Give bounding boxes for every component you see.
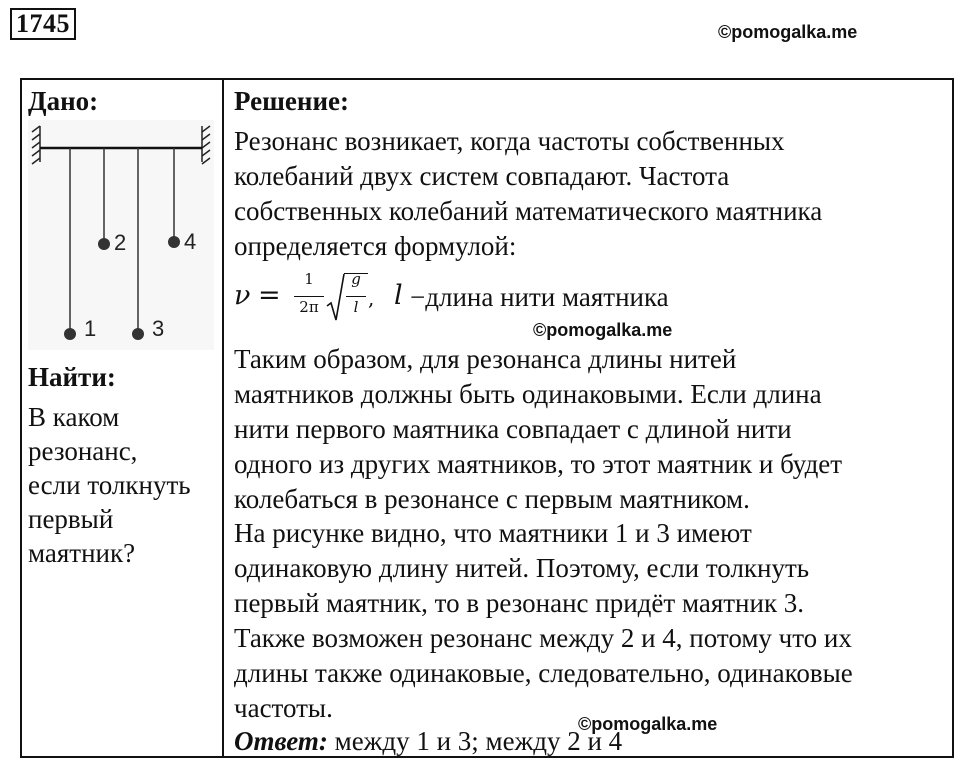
formula-numerator: 1: [304, 270, 314, 288]
pendulum-2-bob: [98, 238, 110, 250]
watermark-top: ©pomogalka.me: [718, 22, 858, 42]
pendulum-4-bob: [168, 236, 180, 248]
text-line: На рисунке видно, что маятники 1 и 3 имеют: [234, 518, 752, 548]
text-line: частоты.: [234, 693, 333, 723]
solution-paragraph-3: [234, 516, 950, 726]
answer: [234, 726, 622, 757]
pendulum-3-bob: [132, 328, 144, 340]
solution-paragraph-2: [234, 342, 950, 517]
find-line: если толкнуть: [28, 470, 191, 500]
formula-comma: ,: [368, 286, 375, 310]
text-line: нити первого маятника совпадает с длиной нити: [234, 414, 792, 444]
pendulums-figure: [28, 120, 214, 350]
text-line: одного из других маятников, то этот маятник и будет: [234, 449, 843, 479]
text-line: Также возможен резонанс между 2 и 4, потому что их: [234, 623, 852, 653]
find-line: резонанс,: [28, 436, 138, 466]
pendulum-2-label: 2: [114, 230, 127, 255]
formula-equals: =: [258, 280, 281, 311]
text-line: Таким образом, для резонанса длины нитей: [234, 344, 737, 374]
formula-g: g: [351, 270, 361, 288]
formula-denominator: 2π: [299, 298, 319, 316]
pendulum-4-label: 4: [184, 229, 197, 254]
given-title: Дано:: [28, 86, 99, 116]
find-title: Найти:: [28, 362, 116, 392]
column-divider: [222, 80, 224, 756]
sqrt-sign-icon: [326, 272, 346, 324]
text-line: колебаний двух систем совпадают. Частота: [234, 161, 730, 191]
task-table: [20, 78, 954, 758]
text-line: Резонанс возникает, когда частоты собственных: [234, 126, 785, 156]
watermark-bottom: ©pomogalka.me: [578, 714, 718, 734]
formula-description: −длина нити маятника: [410, 282, 669, 312]
answer-label: Ответ:: [234, 726, 328, 756]
find-question: [28, 400, 218, 570]
solution-paragraph-1: [234, 124, 950, 264]
pendulum-3-label: 3: [152, 316, 165, 341]
find-line: В каком: [28, 402, 120, 432]
inner-fraction-bar: [346, 296, 366, 297]
text-line: колебаться в резонансе с первым маятником.: [234, 484, 750, 514]
text-line: первый маятник, то в резонанс придёт маятник 3.: [234, 588, 805, 618]
text-line: длины также одинаковые, следовательно, одинаковые: [234, 658, 853, 688]
formula-l: l: [353, 298, 359, 316]
solution-title: Решение:: [234, 86, 349, 116]
formula-nu: ν: [234, 280, 251, 311]
formula-length-var: l: [394, 280, 403, 311]
text-line: маятников должны быть одинаковыми. Если длина: [234, 379, 822, 409]
problem-number: 1745: [10, 8, 76, 40]
text-line: одинаковую длину нитей. Поэтому, если толкнуть: [234, 553, 810, 583]
formula-fraction-bar: [294, 296, 324, 297]
pendulum-1-bob: [64, 328, 76, 340]
watermark-middle: ©pomogalka.me: [533, 320, 673, 340]
find-line: маятник?: [28, 538, 136, 568]
find-line: первый: [28, 504, 114, 534]
text-line: определяется формулой:: [234, 231, 517, 261]
pendulum-1-label: 1: [84, 316, 97, 341]
answer-text: между 1 и 3; между 2 и 4: [327, 726, 623, 756]
text-line: собственных колебаний математического маятника: [234, 196, 823, 226]
